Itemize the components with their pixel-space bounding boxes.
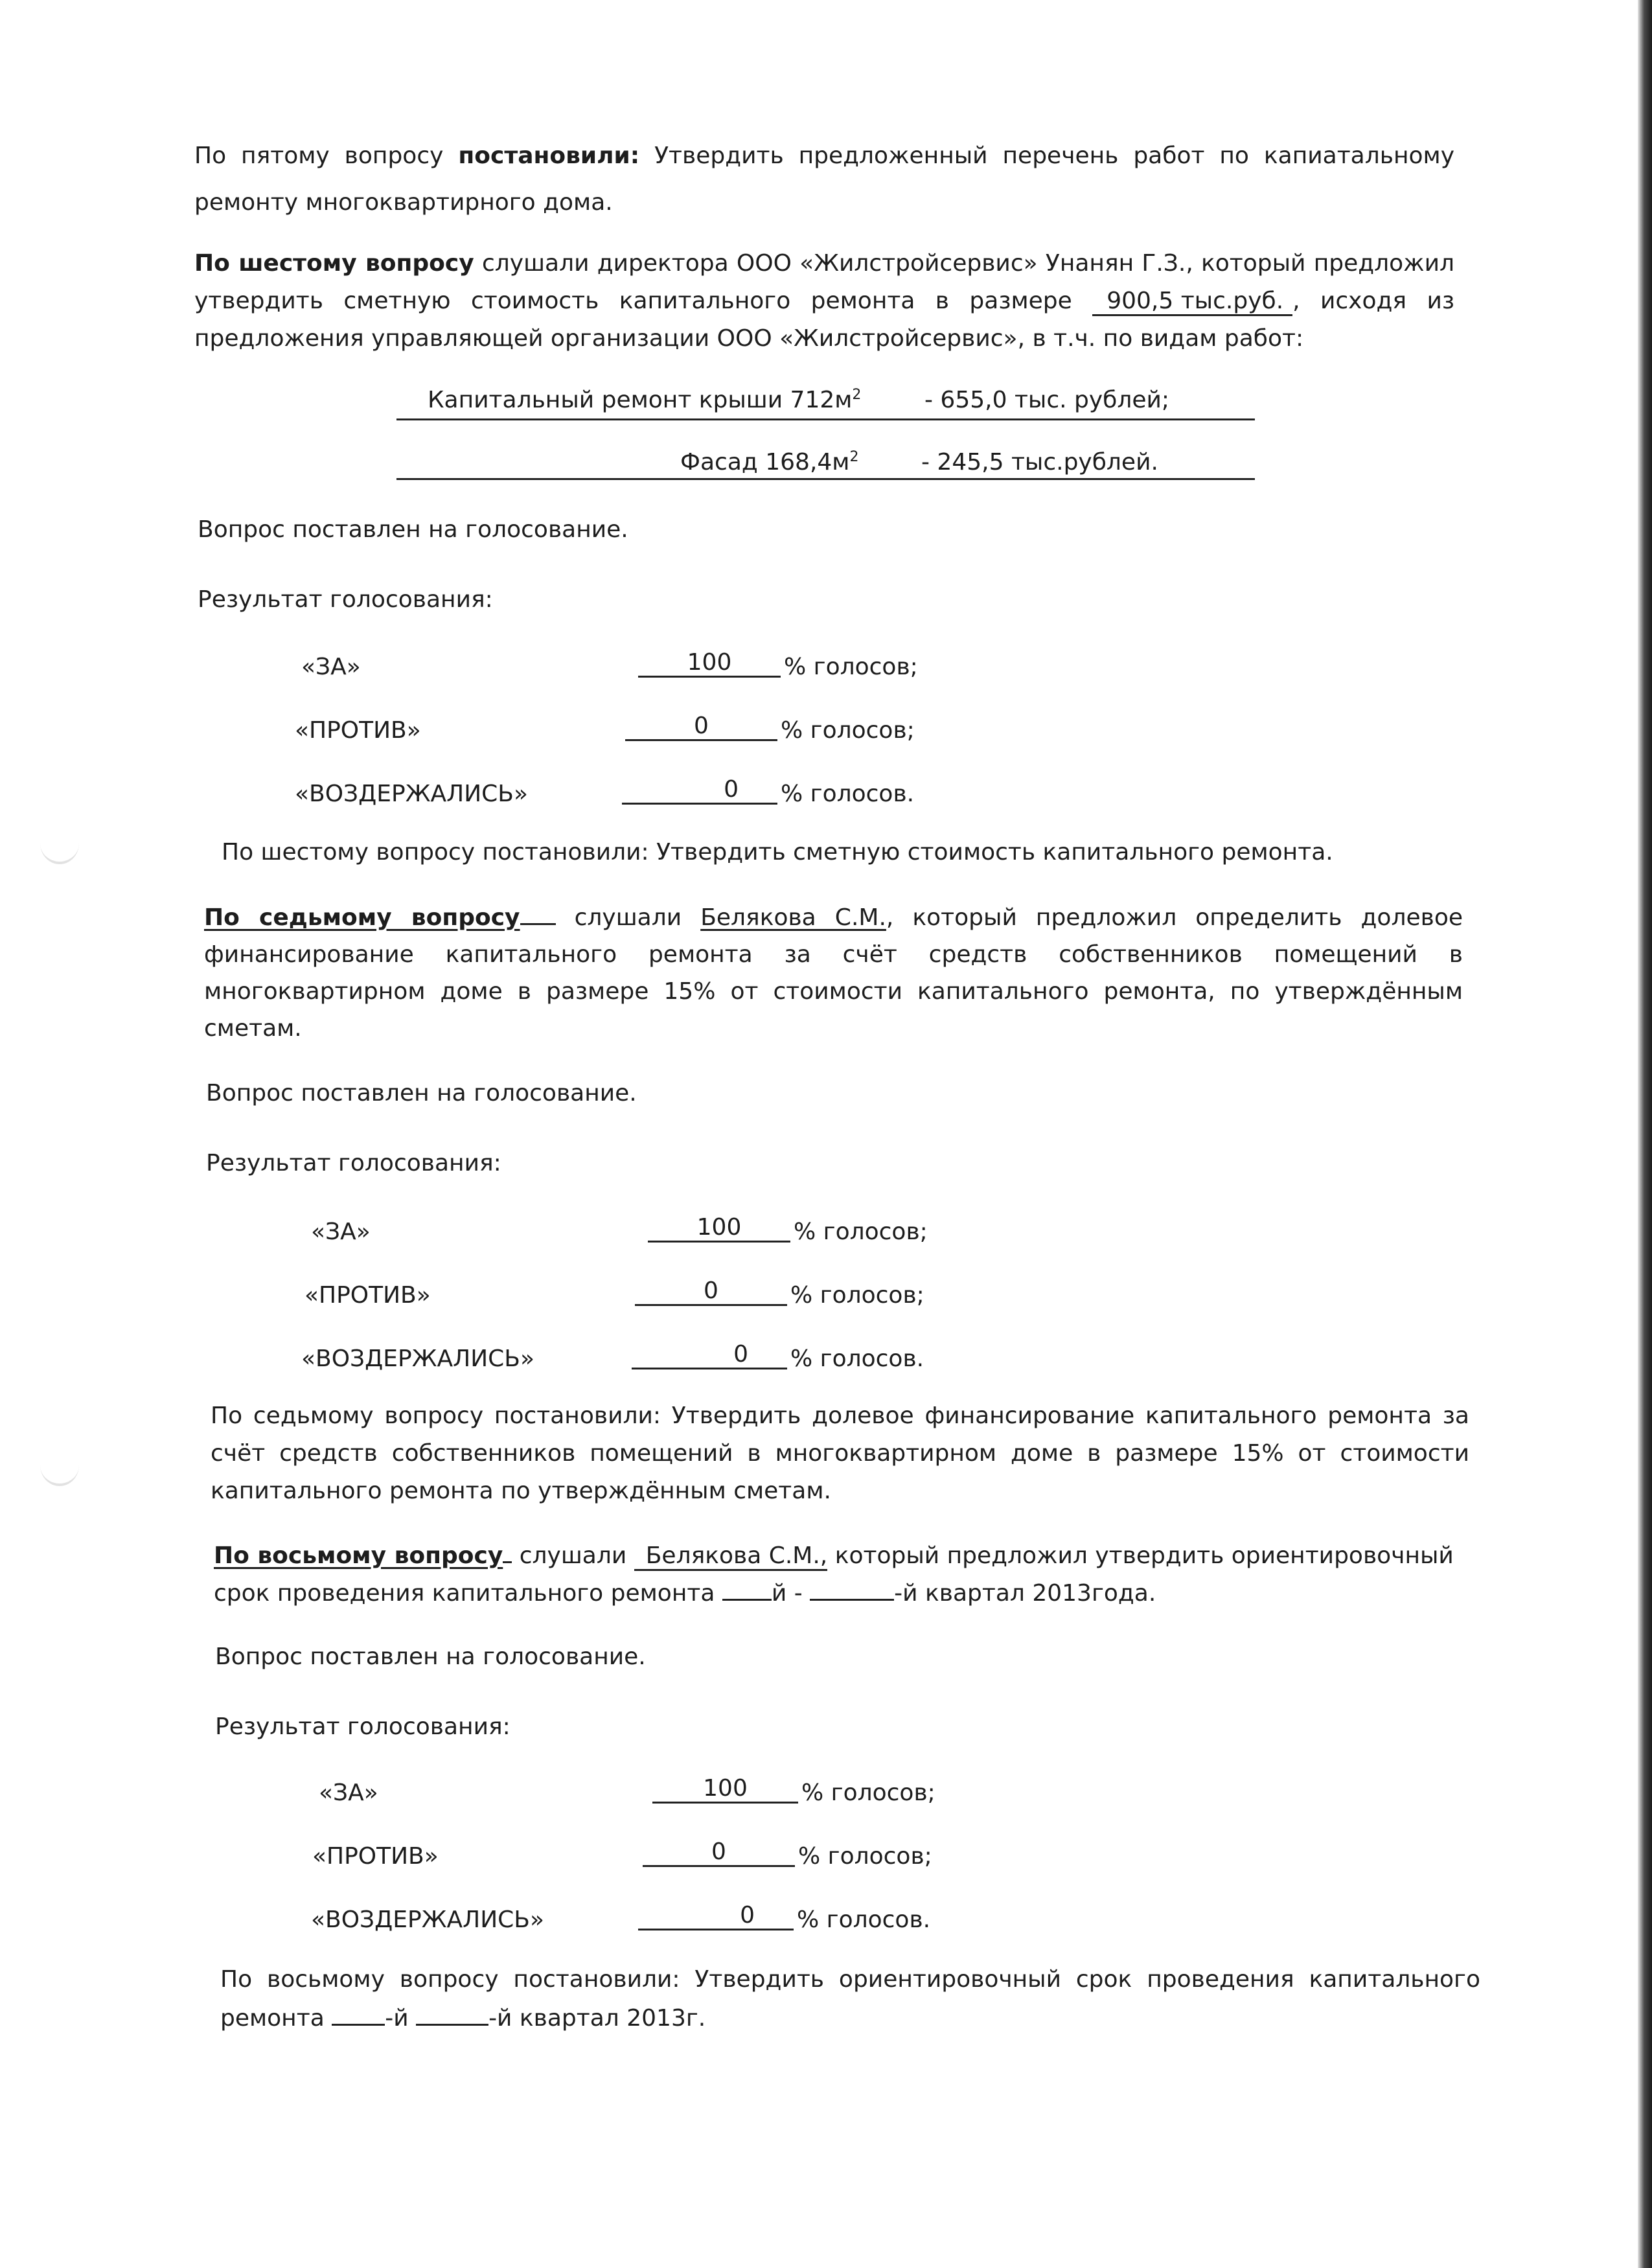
q7-heard-bold: По седьмому вопросу: [204, 904, 520, 931]
q7-against-label: «ПРОТИВ»: [304, 1282, 431, 1309]
q8-decision-a: По восьмому вопросу постановили: Утвердить ориентировочный срок проведения капитального ремонта: [220, 1966, 1480, 2032]
q8-heard-bold: По восьмому вопросу: [214, 1542, 503, 1569]
q8-against-pct: % голосов;: [798, 1843, 932, 1870]
q6-item1-cost: - 655,0 тыс. рублей;: [924, 387, 1170, 413]
q6-vote-title: Результат голосования:: [198, 586, 493, 613]
q7-abstain-pct: % голосов.: [790, 1346, 924, 1372]
q6-item1-sup: 2: [852, 387, 862, 403]
q6-vote-put: Вопрос поставлен на голосование.: [198, 516, 628, 543]
q8-heard-a: слушали: [519, 1542, 627, 1569]
q6-item2-cost: - 245,5 тыс.рублей.: [921, 449, 1158, 475]
q6-item-roof: [396, 381, 1255, 420]
q8-vote-put: Вопрос поставлен на голосование.: [215, 1644, 646, 1670]
q8-heard-b: который предложил утвердить ориентировочный срок проведения капитального ремонта: [214, 1542, 1454, 1607]
q6-against-value: 0: [625, 713, 777, 741]
q6-item-facade: [396, 441, 1255, 480]
q7-heard-b: , который предложил определить долевое финансирование капитального ремонта за счёт средств собственников помещений в многоквартирном доме в размере 15% от стоимости капитального ремонта, по утверждённым сметам.: [204, 904, 1463, 1042]
q6-against-label: «ПРОТИВ»: [295, 717, 421, 744]
punch-hole-mark: [40, 823, 79, 864]
q7-for-value: 100: [648, 1214, 790, 1243]
q8-decision: [220, 1960, 1480, 2038]
q6-abstain-pct: % голосов.: [781, 781, 915, 807]
q7-for-pct: % голосов;: [794, 1219, 928, 1245]
q7-vote-put: Вопрос поставлен на голосование.: [206, 1080, 637, 1106]
q7-against-value: 0: [635, 1277, 787, 1306]
q8-sep-a: й -: [771, 1580, 803, 1607]
q8-against-label: «ПРОТИВ»: [312, 1843, 439, 1870]
q6-for-value: 100: [638, 649, 781, 678]
q6-heard-bold: По шестому вопросу: [194, 250, 474, 277]
q5-decision: [194, 133, 1454, 226]
q6-for-pct: % голосов;: [784, 654, 918, 680]
q8-abstain-label: «ВОЗДЕРЖАЛИСЬ»: [311, 1907, 544, 1933]
q8-for-label: «ЗА»: [319, 1780, 378, 1806]
q7-abstain-label: «ВОЗДЕРЖАЛИСЬ»: [301, 1346, 534, 1372]
q6-item2-name: Фасад 168,4м: [680, 449, 850, 475]
q8-decision-c: -й квартал 2013г.: [488, 2005, 706, 2032]
q6-amount: 900,5 тыс.руб.: [1092, 288, 1292, 316]
q6-item1-name: Капитальный ремонт крыши 712м: [428, 387, 853, 413]
q8-speaker: Белякова С.М.,: [634, 1542, 828, 1571]
q6-decision: По шестому вопросу постановили: Утвердить сметную стоимость капитального ремонта.: [222, 839, 1333, 865]
q6-abstain-value-wrap: [622, 776, 777, 805]
scan-page-edge: [1638, 0, 1652, 2268]
q6-item2-sup: 2: [849, 449, 859, 465]
q8-abstain-pct: % голосов.: [797, 1907, 931, 1933]
q8-for-pct: % голосов;: [801, 1780, 935, 1806]
q6-abstain-value: 0: [724, 776, 739, 803]
q8-heard-c: -й квартал 2013года.: [894, 1580, 1156, 1607]
q6-abstain-label: «ВОЗДЕРЖАЛИСЬ»: [295, 781, 528, 807]
q7-decision-text: По седьмому вопросу постановили: Утвердить долевое финансирование капитального ремонта за счёт средств собственников помещений в многоквартирном доме в размере 15% от стоимости капитального ремонта по утверждённым сметам.: [211, 1403, 1469, 1504]
q7-speaker: Белякова С.М.: [700, 904, 886, 931]
q7-heard-a: слушали: [574, 904, 682, 931]
q6-for-label: «ЗА»: [301, 654, 361, 680]
q5-bold: постановили:: [458, 143, 640, 169]
q8-decision-b: -й: [385, 2005, 409, 2032]
q8-for-value: 100: [652, 1775, 798, 1804]
q7-decision: [211, 1397, 1469, 1510]
q6-heard: [194, 245, 1454, 358]
q6-heard-b: , исходя из предложения управляющей организации ООО «Жилстройсервис», в т.ч. по видам работ:: [194, 288, 1454, 352]
q6-heard-a: слушали директора ООО «Жилстройсервис» Унанян Г.З., который предложил утвердить сметную стоимость капитального ремонта в размере: [194, 250, 1454, 314]
q7-vote-title: Результат голосования:: [206, 1150, 501, 1176]
q7-against-pct: % голосов;: [790, 1282, 924, 1309]
q7-for-label: «ЗА»: [311, 1219, 371, 1245]
q8-abstain-value: 0: [740, 1902, 755, 1929]
q8-heard: [214, 1537, 1474, 1612]
q5-lead: По пятому вопросу: [194, 143, 444, 169]
punch-hole-mark: [40, 1445, 79, 1486]
q7-abstain-value-wrap: [632, 1341, 787, 1369]
q7-abstain-value: 0: [733, 1341, 748, 1368]
q5-text: Утвердить предложенный перечень работ по капиатальному ремонту многоквартирного дома.: [194, 143, 1454, 216]
q8-against-value: 0: [643, 1838, 795, 1867]
q7-heard: [204, 899, 1463, 1047]
q8-vote-title: Результат голосования:: [215, 1713, 511, 1740]
q6-against-pct: % голосов;: [781, 717, 915, 744]
q8-abstain-value-wrap: [638, 1902, 794, 1930]
